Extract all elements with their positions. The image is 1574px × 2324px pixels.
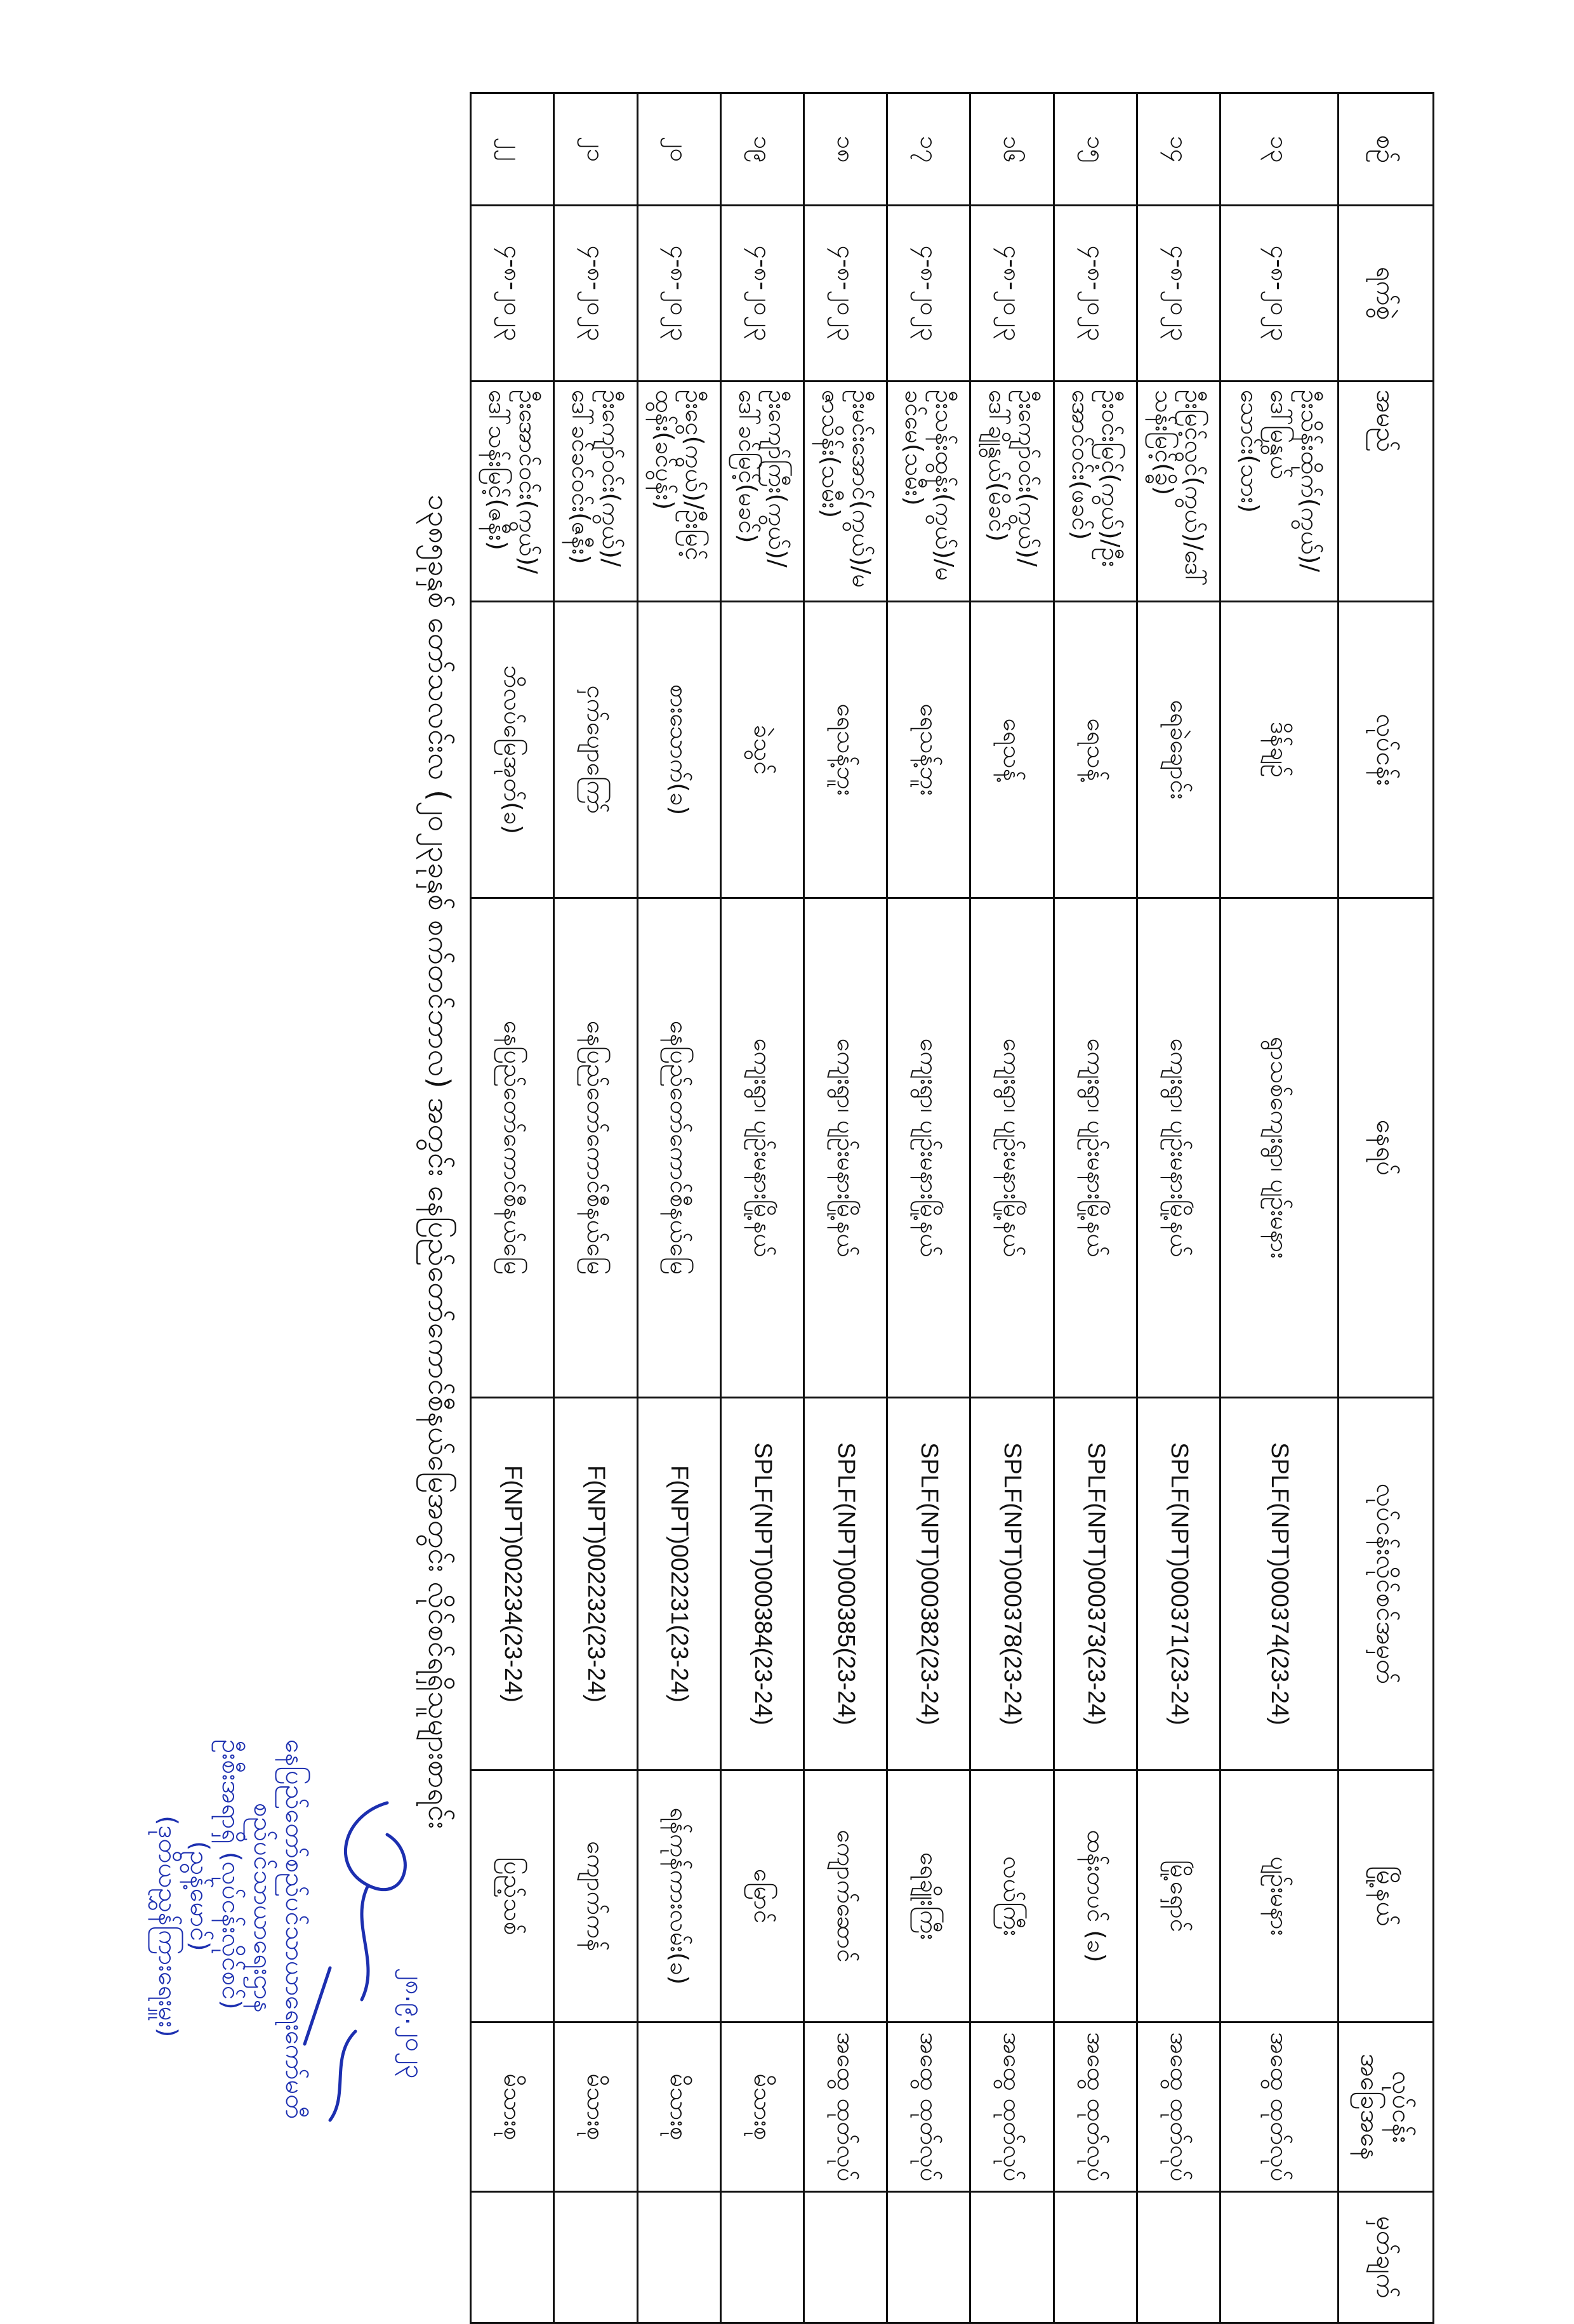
row-city: မြို့ရှောင်: [1137, 1770, 1220, 2022]
row-license: SPLF(NPT)000371(23-24): [1137, 1398, 1220, 1770]
row-status: အထွေ ထုတ်လုပ်: [804, 2022, 887, 2192]
row-no: ၁၄: [1137, 93, 1220, 206]
row-trade: ရေသန့်ဘူး: [887, 602, 970, 898]
row-no: ၂၂: [471, 93, 554, 206]
row-name: ဦးကျော်ဝင်း(ကွယ်)/ဒေါ်ချိုနွယ်(မိခင်): [970, 382, 1054, 602]
row-city: မြောင်: [720, 1770, 804, 2022]
row-trade: ရေသန့်: [970, 602, 1054, 898]
row-address: နေပြည်တော်ကောင်စီနယ်မြေ: [637, 898, 720, 1398]
row-status: အထွေ ထုတ်လုပ်: [1054, 2022, 1137, 2192]
row-date: ၄-၈-၂၀၂၃: [1220, 206, 1339, 382]
row-city: ရေချိုးကြီး: [887, 1770, 970, 2022]
signature-date: ၂၈.၉.၂၀၂၃: [400, 1968, 429, 2079]
row-city: ပျဉ်းမနား: [1220, 1770, 1339, 2022]
row-status: မိသားစု: [720, 2022, 804, 2192]
row-license: F(NPT)002234(23-24): [471, 1398, 554, 1770]
header-status: လုပ်ငန်းအခြေအနေ: [1339, 2022, 1434, 2192]
row-license: SPLF(NPT)000378(23-24): [970, 1398, 1054, 1770]
row-no: ၂၁: [554, 93, 637, 206]
row-remark: [471, 2192, 554, 2323]
table-row: [1220, 93, 1339, 2323]
row-trade: ရေသန့်: [1054, 602, 1137, 898]
row-remark: [637, 2192, 720, 2323]
row-address: ကျေးရွာ၊ ပျဉ်းမနားမြို့နယ်: [970, 898, 1054, 1398]
license-table: [470, 92, 1434, 2324]
header-address: နေရပ်: [1339, 898, 1434, 1398]
row-name: ဦးအောင်ဝင်း(ကွယ်)/ဒေါ်သန်းမြင့်(ဇနီး): [471, 382, 554, 602]
handwritten-signature: [292, 1777, 432, 2133]
row-no: ၁၃: [1220, 93, 1339, 206]
row-trade: ရေသန့်ဘူး: [804, 602, 887, 898]
row-date: ၄-၈-၂၀၂၃: [887, 206, 970, 382]
stamp-line-3: ဦးစီးအရာရှိ (လုပ်ငန်းလိုင်စင်): [216, 1739, 246, 2010]
row-status: အထွေ ထုတ်လုပ်: [1137, 2022, 1220, 2192]
stamp-line-2: စည်ပင်သာယာရေးဌာန: [248, 1803, 277, 2013]
row-city: ကျောက်ဆောင်: [804, 1770, 887, 2022]
row-no: ၁၅: [1054, 93, 1137, 206]
row-remark: [1054, 2192, 1137, 2323]
row-name: ဦးသိန်းထိုက်(ကွယ်)/ဒေါ်မြနွယ်သောင်း(သား): [1220, 382, 1339, 602]
row-no: ၂၀: [637, 93, 720, 206]
row-city: ကျောက်ကန်: [554, 1770, 637, 2022]
row-status: အထွေ ထုတ်လုပ်: [887, 2022, 970, 2192]
header-city: မြို့နယ်: [1339, 1770, 1434, 2022]
row-license: SPLF(NPT)000382(23-24): [887, 1398, 970, 1770]
stamp-line-4: (ညွန့်မောင်): [185, 1841, 214, 1951]
header-remark: မှတ်ချက်: [1339, 2192, 1434, 2323]
row-date: ၄-၈-၂၀၂၃: [637, 206, 720, 382]
row-trade: ရေခဲချောင်း: [1137, 602, 1220, 898]
row-status: မိသားစု: [554, 2022, 637, 2192]
row-date: ၄-၈-၂၀၂၃: [1054, 206, 1137, 382]
row-address: ကျေးရွာ၊ ပျဉ်းမနားမြို့နယ်: [887, 898, 970, 1398]
row-license: SPLF(NPT)000374(23-24): [1220, 1398, 1339, 1770]
table-row: [1137, 93, 1220, 2323]
row-date: ၄-၈-၂၀၂၃: [554, 206, 637, 382]
row-address: ကျေးရွာ၊ ပျဉ်းမနားမြို့နယ်: [804, 898, 887, 1398]
row-date: ၄-၈-၂၀၂၃: [1137, 206, 1220, 382]
row-trade: ဘိလပ်မြေအုတ်(ခ): [471, 602, 554, 898]
row-status: အထွေ ထုတ်လုပ်: [1220, 2022, 1339, 2192]
row-remark: [1137, 2192, 1220, 2323]
row-remark: [887, 2192, 970, 2323]
row-remark: [554, 2192, 637, 2323]
row-name: ဦးကျော်ဝင်း(ကွယ်)/ဒေါ်ခင်ခင်ဝင်း(ဇနီး): [554, 382, 637, 602]
row-name: ဦးမင်းအောင်(ကွယ်)/မဇာသိန်း(သမီး): [804, 382, 887, 602]
row-license: SPLF(NPT)000373(23-24): [1054, 1398, 1137, 1770]
table-row: [471, 93, 554, 2323]
row-no: ၁၉: [720, 93, 804, 206]
row-trade: ခဲသွင်: [720, 602, 804, 898]
row-city: ရန်ကုန်ကားလမ်း(ခ): [637, 1770, 720, 2022]
row-license: F(NPT)002232(23-24): [554, 1398, 637, 1770]
row-trade: စားသောက်(ခ): [637, 602, 720, 898]
row-name: ဦးငွေ(ကွယ်)/ဦးမြင့်ထွန်း(ခင်ပွန်း): [637, 382, 720, 602]
table-row: [887, 93, 970, 2323]
row-no: ၁၆: [970, 93, 1054, 206]
row-license: F(NPT)002231(23-24): [637, 1398, 720, 1770]
row-name: ဦးသန်းထွန်း(ကွယ်)/မခင်မေ(သမီး): [887, 382, 970, 602]
row-trade: ငှက်ပျောကြော်: [554, 602, 637, 898]
row-name: ဦးဝင်းမြင့်(ကွယ်)/ဦးအောင်ဝင်း(ဖခင်): [1054, 382, 1137, 602]
row-city: ထန်းတပင် (ခ): [1054, 1770, 1137, 2022]
row-no: ၁၇: [887, 93, 970, 206]
header-date: ရက်စွဲ: [1339, 206, 1434, 382]
row-remark: [1220, 2192, 1339, 2323]
row-no: ၁၈: [804, 93, 887, 206]
row-license: SPLF(NPT)000384(23-24): [720, 1398, 804, 1770]
row-remark: [970, 2192, 1054, 2323]
row-city: ပြည့်သစ်: [471, 1770, 554, 2022]
table-row: [970, 93, 1054, 2323]
row-address: ရွာသစ်ကျေးရွာ၊ ပျဉ်းမနား: [1220, 898, 1339, 1398]
table-row: [554, 93, 637, 2323]
row-date: ၄-၈-၂၀၂၃: [720, 206, 804, 382]
header-no: စဉ်: [1339, 93, 1434, 206]
row-name: ဦးမြင့်လွင်(ကွယ်)/ဒေါ်သန်းမြင့်(ခ္ဓိ): [1137, 382, 1220, 602]
document-title: ၁၃၈၅ခုနှစ် တော်သလင်းလ (၂၀၂၃ခုနှစ် စက်တင်ဘာလ) အတွင်း နေပြည်တော်ကောင်စီနယ်မြေအတွင်း လိုင်စင်ရရှိသူများစာရင်း: [422, 494, 456, 1829]
row-trade: ဒိန်ချဉ်: [1220, 602, 1339, 898]
row-address: ကျေးရွာ၊ ပျဉ်းမနားမြို့နယ်: [720, 898, 804, 1398]
table-row: [720, 93, 804, 2323]
row-status: မိသားစု: [637, 2022, 720, 2192]
table-body: [471, 93, 1339, 2323]
row-address: နေပြည်တော်ကောင်စီနယ်မြေ: [554, 898, 637, 1398]
row-city: လယ်ကြီး: [970, 1770, 1054, 2022]
row-date: ၄-၈-၂၀၂၃: [970, 206, 1054, 382]
row-name: ဦးကျော်ကြီး(ကွယ်)/ဒေါ်ခင်မြင့်(မခင်): [720, 382, 804, 602]
header-license: လုပ်ငန်းလိုင်စင်အမှတ်: [1339, 1398, 1434, 1770]
table-row: [804, 93, 887, 2323]
table-header-row: [1339, 93, 1434, 2323]
table-row: [1054, 93, 1137, 2323]
row-remark: [720, 2192, 804, 2323]
header-name: အမည်: [1339, 382, 1434, 602]
row-status: မိသားစု: [471, 2022, 554, 2192]
stamp-line-5: (ဒုတိယညွှန်ကြားရေးမှူး): [153, 1816, 182, 2038]
row-address: နေပြည်တော်ကောင်စီနယ်မြေ: [471, 898, 554, 1398]
row-address: ကျေးရွာ၊ ပျဉ်းမနားမြို့နယ်: [1054, 898, 1137, 1398]
header-trade: လုပ်ငန်း: [1339, 602, 1434, 898]
table-row: [637, 93, 720, 2323]
stamp-line-1: နေပြည်တော်စည်ပင်သာယာရေးကော်မတီ: [280, 1739, 309, 2120]
row-date: ၄-၈-၂၀၂၃: [471, 206, 554, 382]
row-license: SPLF(NPT)000385(23-24): [804, 1398, 887, 1770]
row-remark: [804, 2192, 887, 2323]
row-date: ၄-၈-၂၀၂၃: [804, 206, 887, 382]
row-status: အထွေ ထုတ်လုပ်: [970, 2022, 1054, 2192]
row-address: ကျေးရွာ၊ ပျဉ်းမနားမြို့နယ်: [1137, 898, 1220, 1398]
document-page: [25, 25, 1549, 2299]
